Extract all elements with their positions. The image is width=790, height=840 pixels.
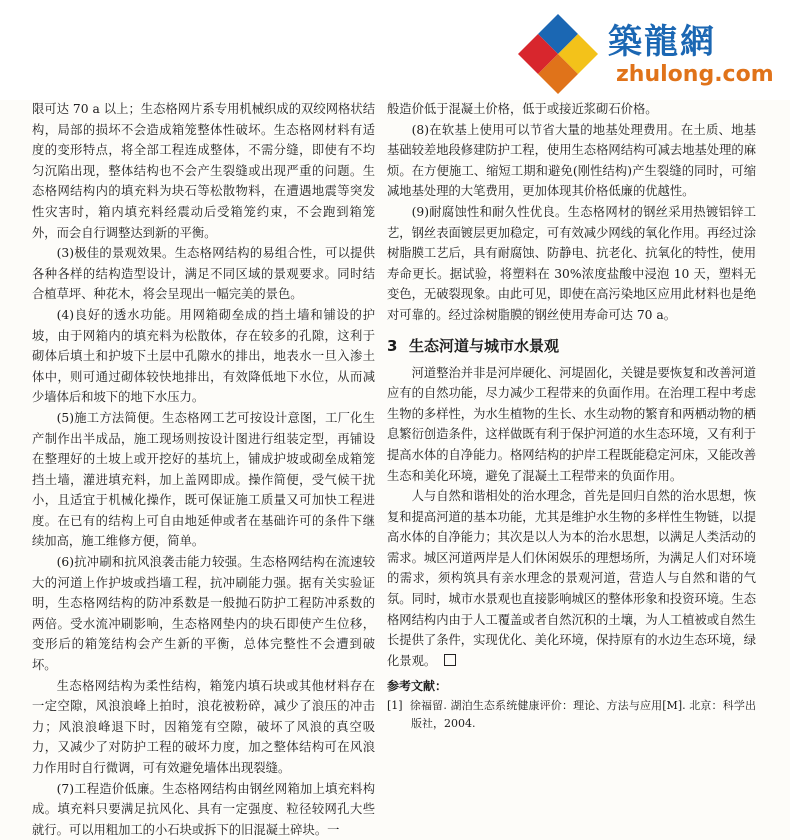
reference-label: [1] [387, 699, 403, 713]
references-title: 参考文献： [387, 679, 448, 694]
section-number: 3 [387, 336, 398, 355]
left-paragraph-2: (3)极佳的景观效果。生态格网结构的易组合性，可以提供各种各样的结构造型设计，满足不同区域的景观要求。同时结合植草坪、种花木，将会呈现出一幅完美的景色。 [32, 246, 375, 302]
left-paragraph-4: (5)施工方法简便。生态格网工艺可按设计意图，工厂化生产制作出半成品，施工现场则按设计图进行组装定型，再铺设在整理好的土坡上或开挖好的基坑上，铺成护坡或砌垒成箱笼挡土墙，灌进填充料，加上盖网即成。操作简便，受气候干扰小，且适宜于机械化操作，既可保证施工质量又可加快工程进度。在已有的结构上可自由地延伸或者在基础许可的条件下继续加高，施工维修方便，简单。 [32, 410, 375, 549]
right-column [387, 99, 756, 733]
left-paragraph-6: 生态格网结构为柔性结构，箱笼内填石块或其他材料存在一定空隙，风浪浪峰上拍时，浪花被粉碎，减少了浪压的冲击力；风浪浪峰退下时，因箱笼有空隙，破坏了风浪的真空吸力，又减少了对防护工程的破坏力度，加之整体结构可在风浪力作用时自行微调，可有效避免墙体出现裂缝。 [32, 678, 375, 775]
logo-diamond-icon [516, 12, 600, 96]
right-paragraph-1: 般造价低于混凝土价格，低于或接近浆砌石价格。 [387, 102, 658, 116]
logo-brand-text: 築龍網 [608, 22, 716, 62]
left-column [32, 99, 375, 840]
end-of-article-icon [444, 654, 456, 666]
right-paragraph-3: (9)耐腐蚀性和耐久性优良。生态格网材的钢丝采用热镀铝锌工艺，钢丝表面镀层更加稳定，可有效减少网线的氧化作用。再经过涂树脂膜工艺后，具有耐腐蚀、防静电、抗老化、抗氧化的特性，使用寿命更长。据试验，将塑料在 30%浓度盐酸中浸泡 10 天，塑料无变色，无破裂现象。由此可见，即使在高污染地区应用此材料也是绝对可靠的。经过涂树脂膜的钢丝使用寿命可达 70 a。 [387, 204, 756, 322]
left-paragraph-7: (7)工程造价低廉。生态格网结构由钢丝网箱加上填充料构成。填充料只要满足抗风化、具有一定强度、粒径较网孔大些就行。可以用粗加工的小石块或拆下的旧混凝土碎块。一 [32, 781, 375, 837]
section-paragraph-1: 河道整治并非是河岸硬化、河堤固化，关键是要恢复和改善河道应有的自然功能，尽力减少工程带来的负面作用。在治理工程中考虑生物的多样性，为水生植物的生长、水生动物的繁育和两栖动物的栖息繁衍创造条件，这样做既有利于保护河道的水生态环境，又有利于提高水体的自净能力。格网结构的护岸工程既能稳定河床，又能改善生态和美化环境，避免了混凝土工程带来的负面作用。 [387, 365, 756, 483]
logo-domain-text: zhulong.com [616, 62, 774, 87]
left-paragraph-1: 限可达 70 a 以上；生态格网片系专用机械织成的双绞网格状结构，局部的损坏不会造成箱笼整体性破坏。生态格网材料有适度的变形特点，将全部工程连成整体，不需分缝，即使有不均匀沉陷出现，整体结构也不会产生裂缝或出现严重的问题。生态格网结构内的填充料为块石等松散物料，在遭遇地震等突发性灾害时，箱内填充料经震动后受箱笼约束，不会跑到箱笼外，而会自行调整达到新的平衡。 [32, 102, 375, 240]
right-paragraph-2: (8)在软基上使用可以节省大量的地基处理费用。在土质、地基基础较差地段修建防护工程，使用生态格网结构可减去地基处理的麻烦。在方便施工、缩短工期和避免(刚性结构)产生裂缝的同时，可缩减地基处理的大笔费用，更加体现其价格低廉的优越性。 [387, 122, 756, 199]
reference-item [387, 697, 756, 733]
section-heading [387, 335, 756, 357]
left-paragraph-5: (6)抗冲刷和抗风浪袭击能力较强。生态格网结构在流速较大的河道上作护坡或挡墙工程，抗冲刷能力强。据有关实验证明，生态格网结构的防冲系数是一般抛石防护工程防冲系数的两倍。受水流冲刷影响，生态格网垫内的块石即使产生位移，变形后的箱笼结构会产生新的平衡，总体完整性不会遭到破坏。 [32, 555, 375, 673]
reference-text: 徐福留. 湖泊生态系统健康评价：理论、方法与应用[M]. 北京：科学出版社，2004. [409, 699, 756, 731]
section-title: 生态河道与城市水景观 [409, 336, 560, 355]
zhulong-logo[interactable] [516, 8, 778, 100]
section-paragraph-2 [387, 486, 756, 671]
left-paragraph-3: (4)良好的透水功能。用网箱砌垒成的挡土墙和铺设的护坡，由于网箱内的填充料为松散体，存在较多的孔隙，这利于砌体后填土和护坡下土层中孔隙水的排出，地表水一旦入渗土体中，则可通过砌体较快地排出，有效降低地下水位，从而减少墙体后和坡下的地下水压力。 [32, 307, 375, 405]
section-paragraph-2-text: 人与自然和谐相处的治水理念，首先是回归自然的治水思想，恢复和提高河道的基本功能，尤其是维护水生物的多样性生物链，以提高水体的自净能力；其次是以人为本的治水思想，以满足人类活动的需求。城区河道两岸是人们休闲娱乐的理想场所，为满足人们对环境的需求，须构筑具有亲水理念的景观河道，营造人与自然和谐的气氛。同时，城市水景观也直接影响城区的整体形象和投资环境。生态格网结构内由于人工覆盖或者自然沉积的土壤，为人工植被或自然生长提供了条件，实现优化、美化环境，保持原有的水边生态环境，绿化景观。 [387, 489, 756, 668]
